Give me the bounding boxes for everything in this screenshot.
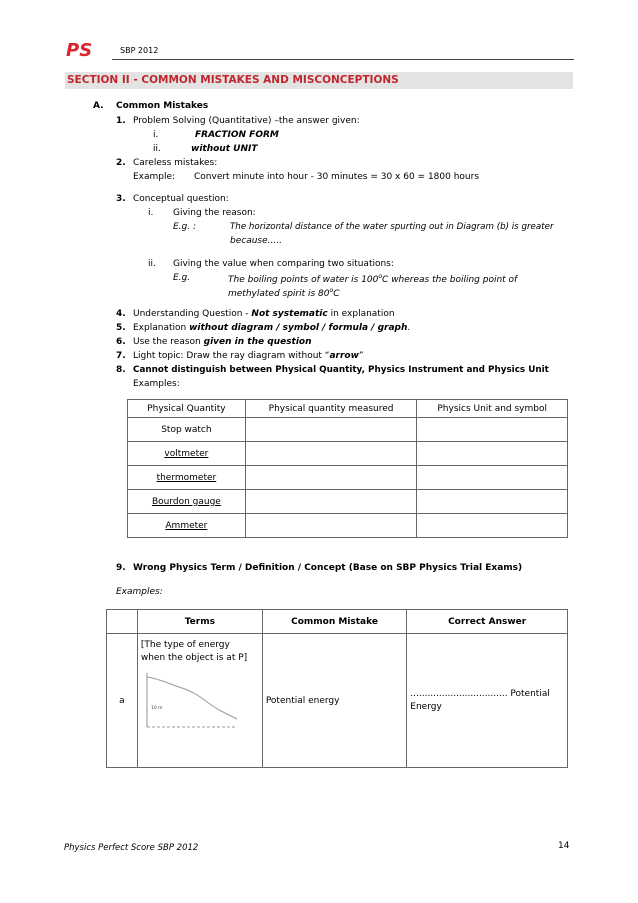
item-2-num: 2. — [116, 158, 126, 168]
item-9-examples: Examples: — [116, 587, 163, 597]
item-3-num: 3. — [116, 194, 126, 204]
header-common-mistake: Common Mistake — [262, 610, 406, 634]
common-mistake-cell: Potential energy — [262, 634, 406, 768]
measured-cell — [245, 514, 417, 538]
item-3-i-eg-text1: The horizontal distance of the water spurting out in Diagram (b) is greater — [230, 222, 554, 232]
header-blank — [107, 610, 138, 634]
height-diagram — [141, 669, 253, 739]
header-terms: Terms — [137, 610, 262, 634]
item-7-text: Light topic: Draw the ray diagram without “arrow” — [133, 351, 364, 361]
row-label: a — [107, 634, 138, 768]
instrument-cell: Stop watch — [128, 418, 246, 442]
quantity-table — [127, 399, 568, 538]
diagram-height-label: 10 m — [150, 706, 163, 711]
header-label: SBP 2012 — [120, 46, 159, 55]
item-7-num: 7. — [116, 351, 126, 361]
header-unit-symbol: Physics Unit and symbol — [417, 400, 568, 418]
section-title: SECTION II - COMMON MISTAKES AND MISCONCEPTIONS — [65, 72, 573, 89]
item-3-i-text: Giving the reason: — [173, 208, 256, 218]
term-cell — [137, 634, 262, 768]
diagram-curve — [147, 677, 237, 719]
correct-line-1: .................................. Potential — [410, 688, 550, 699]
item-1-text: Problem Solving (Quantitative) –the answer given: — [133, 116, 360, 126]
item-1-num: 1. — [116, 116, 126, 126]
unit-cell — [417, 442, 568, 466]
instrument-cell: thermometer — [128, 466, 246, 490]
part-marker: A. — [93, 101, 104, 111]
item-1-i-text: FRACTION FORM — [195, 130, 279, 140]
page-number: 14 — [558, 841, 570, 851]
item-3-ii-text: Giving the value when comparing two situations: — [173, 259, 394, 269]
measured-cell — [245, 466, 417, 490]
measured-cell — [245, 490, 417, 514]
unit-cell — [417, 466, 568, 490]
terms-table — [106, 609, 568, 768]
instrument-cell: Ammeter — [128, 514, 246, 538]
measured-cell — [245, 418, 417, 442]
item-3-text: Conceptual question: — [133, 194, 229, 204]
terms-table-header — [107, 610, 568, 634]
item-5-num: 5. — [116, 323, 126, 333]
measured-cell — [245, 442, 417, 466]
item-4-num: 4. — [116, 309, 126, 319]
item-3-ii-eg-text2: methylated spirit is 80$^o$C — [228, 287, 340, 299]
item-3-ii-eg-text1: The boiling points of water is 100$^o$C whereas the boiling point of — [228, 273, 518, 285]
item-1-ii-text: without UNIT — [191, 144, 258, 154]
table-row — [128, 466, 568, 490]
table-row — [128, 442, 568, 466]
item-2-example-label: Example: — [133, 172, 176, 182]
correct-line-2: Energy — [410, 701, 442, 712]
correct-answer-cell — [407, 634, 568, 768]
item-8-text: Cannot distinguish between Physical Quantity, Physics Instrument and Physics Unit — [133, 365, 549, 375]
item-3-i-eg-text2: because..... — [230, 236, 282, 246]
item-1-i-num: i. — [153, 130, 159, 140]
item-6-num: 6. — [116, 337, 126, 347]
ps-logo — [66, 41, 112, 58]
table-row — [107, 634, 568, 768]
term-line-2: when the object is at P] — [140, 653, 248, 663]
item-8-examples: Examples: — [133, 379, 180, 389]
header-rule — [112, 59, 574, 60]
unit-cell — [417, 514, 568, 538]
table-row — [128, 418, 568, 442]
item-3-ii-num: ii. — [148, 259, 156, 269]
item-5-text: Explanation without diagram / symbol / formula / graph. — [133, 323, 411, 333]
header-quantity-measured: Physical quantity measured — [245, 400, 417, 418]
instrument-cell: voltmeter — [128, 442, 246, 466]
item-6-text: Use the reason given in the question — [133, 337, 312, 347]
table-row — [128, 490, 568, 514]
item-9-text: Wrong Physics Term / Definition / Concept (Base on SBP Physics Trial Exams) — [133, 563, 523, 573]
item-1-ii-num: ii. — [153, 144, 161, 154]
logo-text: PS — [66, 41, 93, 58]
unit-cell — [417, 418, 568, 442]
item-4-text: Understanding Question - Not systematic in explanation — [133, 309, 395, 319]
unit-cell — [417, 490, 568, 514]
term-line-1: [The type of energy — [140, 640, 230, 650]
header-physical-quantity: Physical Quantity — [128, 400, 246, 418]
item-2-text: Careless mistakes: — [133, 158, 218, 168]
item-3-i-eg: E.g. : — [173, 222, 197, 232]
quantity-table-header — [128, 400, 568, 418]
item-2-example-text: Convert minute into hour - 30 minutes = 30 x 60 = 1800 hours — [194, 172, 480, 182]
item-3-ii-eg: E.g. — [173, 273, 191, 283]
footer-text: Physics Perfect Score SBP 2012 — [64, 843, 199, 853]
instrument-cell: Bourdon gauge — [128, 490, 246, 514]
header-correct-answer: Correct Answer — [407, 610, 568, 634]
table-row — [128, 514, 568, 538]
item-9-num: 9. — [116, 563, 126, 573]
item-3-i-num: i. — [148, 208, 154, 218]
part-title: Common Mistakes — [116, 101, 209, 111]
item-8-num: 8. — [116, 365, 126, 375]
